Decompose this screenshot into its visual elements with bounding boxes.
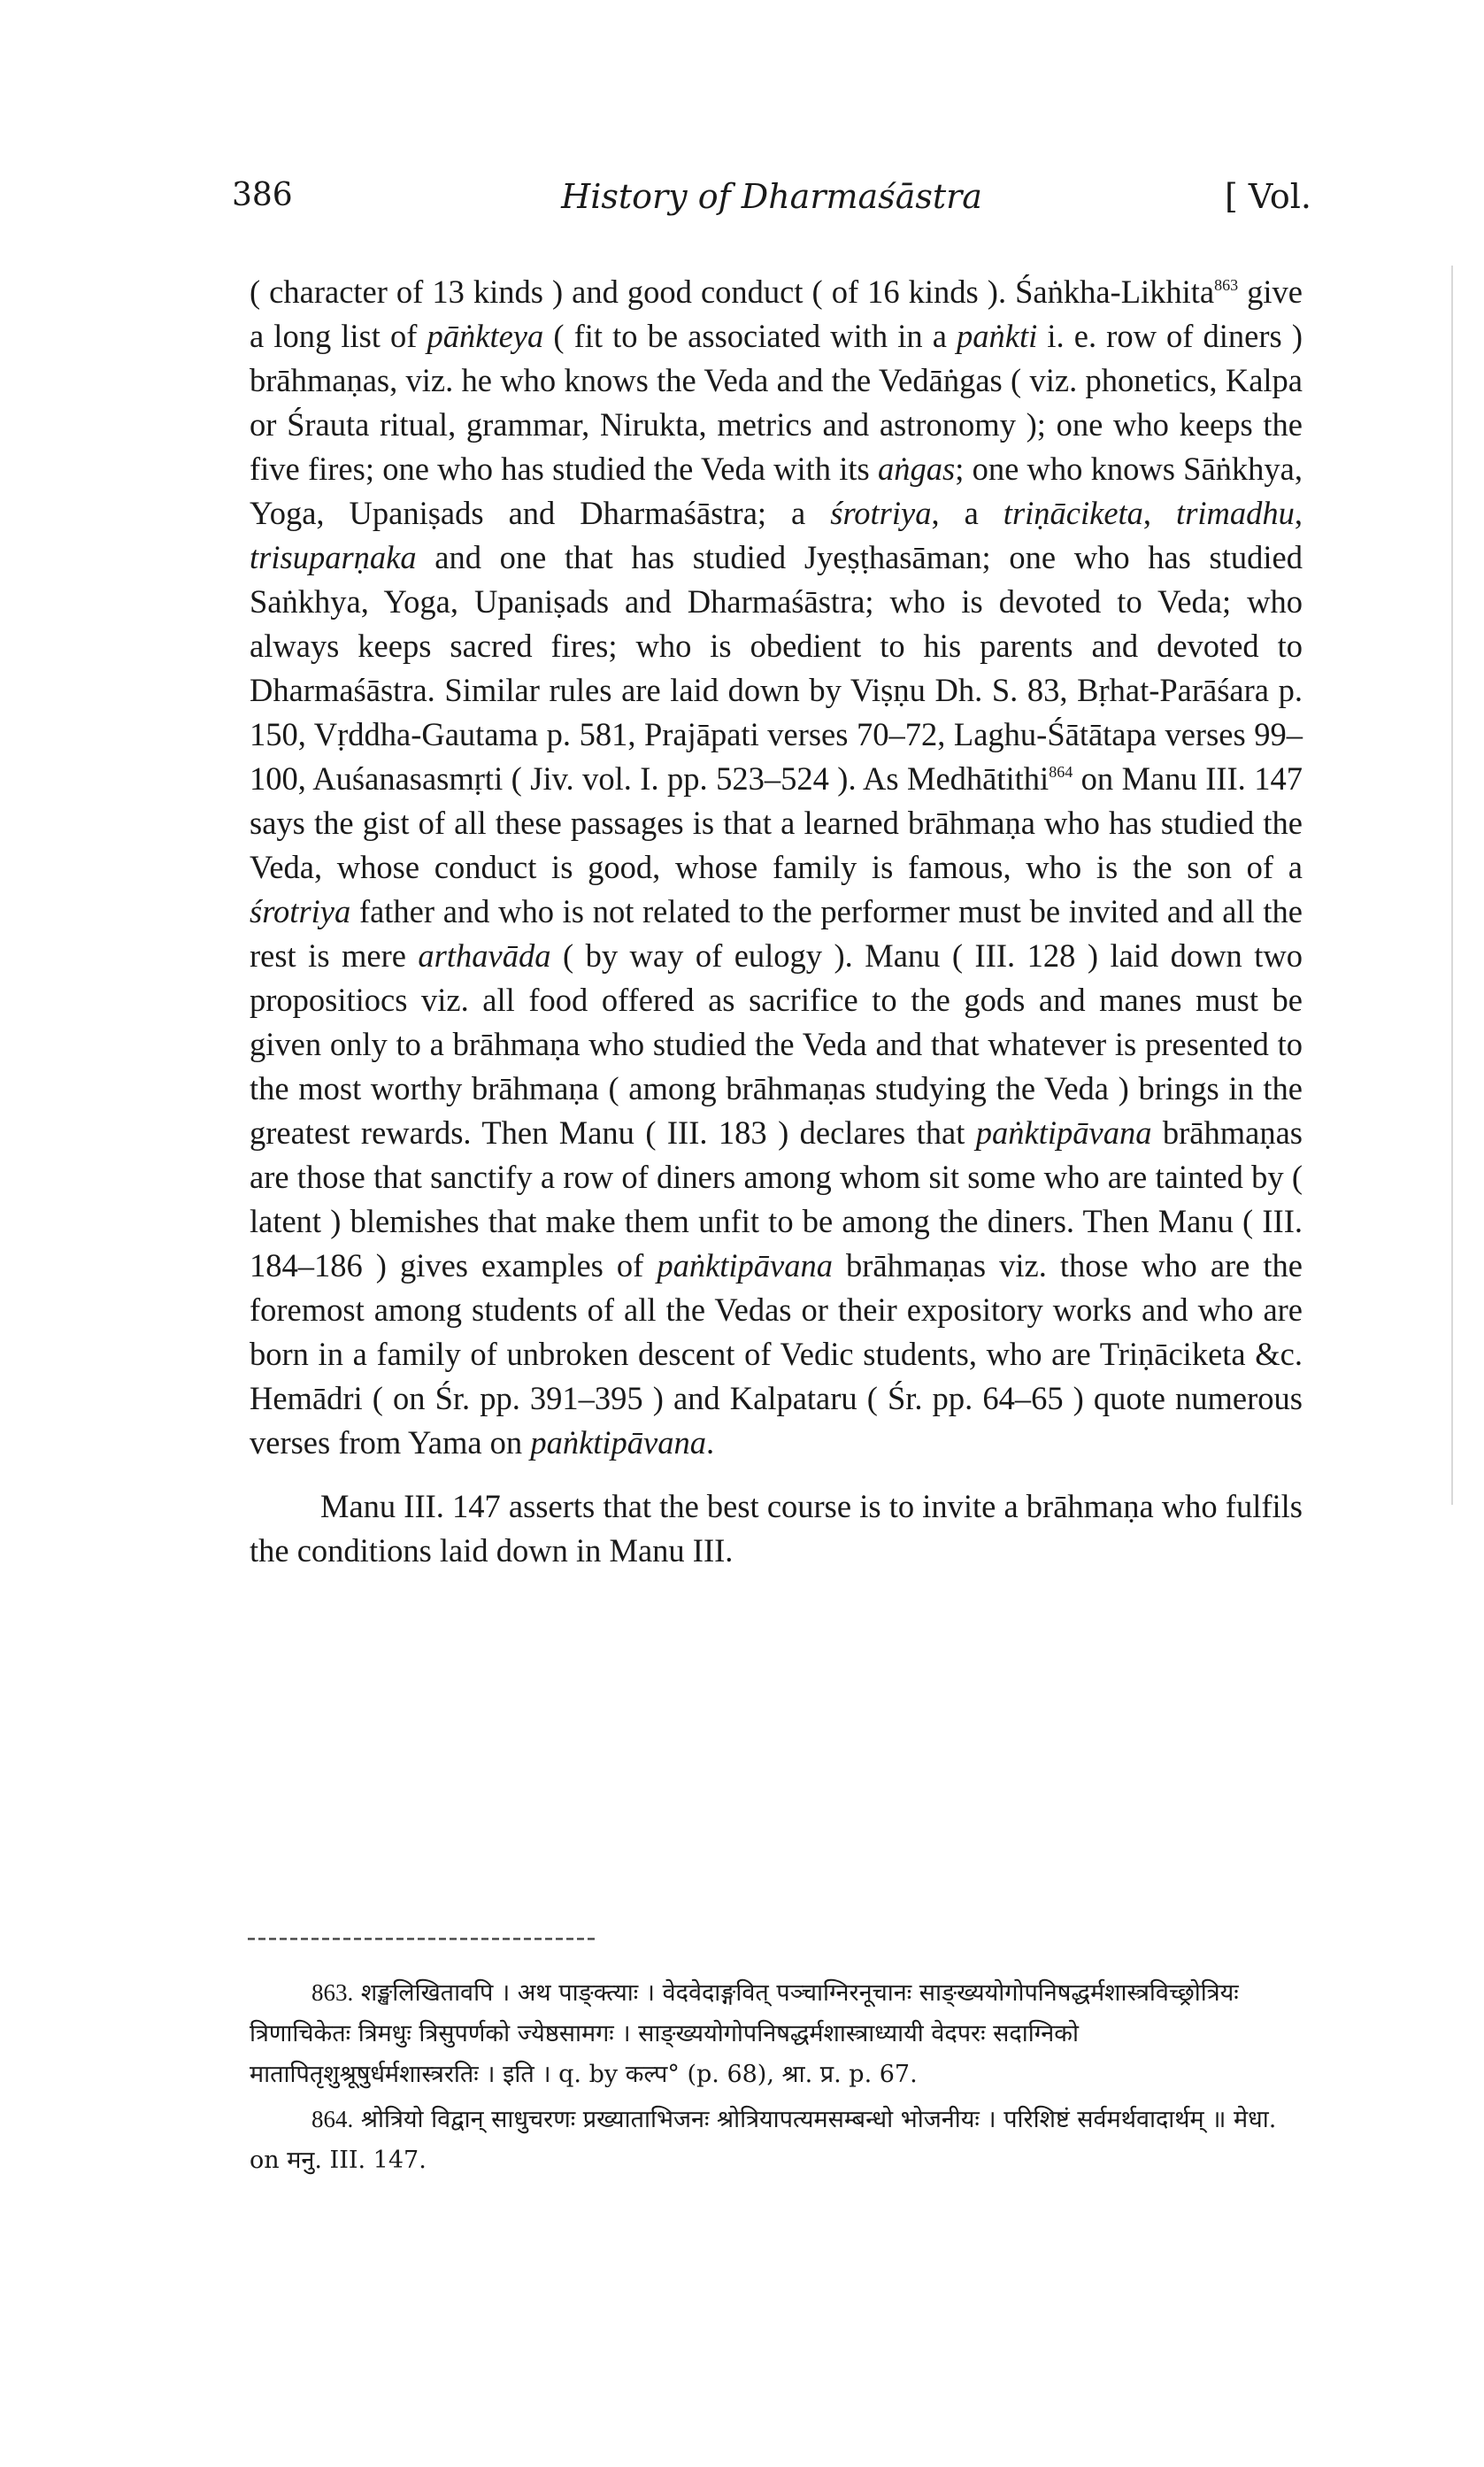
paragraph-2: Manu III. 147 asserts that the best course is to invite a brāhmaṇa who fulfils the conditions laid down in Manu III. — [250, 1488, 1303, 1569]
footnote-text: शङ्खलिखितावपि । अथ पाङ्क्त्याः । वेदवेदाङ्गवित् पञ्चाग्निरनूचानः साङ्ख्ययोगोपनिषद्धर्मशास्त्रविच्छ्रोत्रियः त्रिणाचिकेतः त्रिमधुः त्रिसुपर्णको ज्येष्ठसामगः । साङ्ख्ययोगोपनिषद्धर्मशास्त्राध्यायी वेदपरः सदाग्निको मातापितृशुश्रूषुर्धर्मशास्त्ररतिः । इति । q. by कल्प° (p. 68), श्रा. प्र. p. 67. — [250, 1979, 1239, 2088]
main-text — [250, 270, 1303, 1573]
footnote-864 — [250, 2099, 1303, 2181]
footnote-ref-863: 863 — [1214, 276, 1239, 294]
page-edge-shadow — [1451, 266, 1453, 1505]
footnote-number: 863. — [311, 1979, 354, 2006]
footnote-number: 864. — [311, 2106, 354, 2132]
running-header — [232, 177, 1311, 230]
footnotes — [250, 1972, 1303, 2185]
running-title: History of Dharmaśāstra — [561, 177, 982, 216]
volume-marker: [ Vol. — [1225, 177, 1311, 216]
footnote-separator — [248, 1935, 597, 1942]
footnote-text: श्रोत्रियो विद्वान् साधुचरणः प्रख्याताभिजनः श्रोत्रियापत्यमसम्बन्धो भोजनीयः । परिशिष्टं सर्वमर्थवादार्थम् ॥ मेधा. on मनु. III. 147. — [250, 2106, 1277, 2174]
paragraph-1: ( character of 13 kinds ) and good conduct ( of 16 kinds ). Śaṅkha-Likhita$^{863}$ give a long list of pāṅkteya ( fit to be associated with in a paṅkti i. e. row of diners ) brāhmaṇas, viz. he who knows the Veda and the Vedāṅgas ( viz. phonetics, Kalpa or Śrauta ritual, grammar, Nirukta, metrics and astronomy ); one who keeps the five fires; one who has studied the Veda with its aṅgas; one who knows Sāṅkhya, Yoga, Upaniṣads and Dharmaśāstra; a śrotriya, a triṇāciketa, trimadhu, trisuparṇaka and one that has studied Jyeṣṭhasāman; one who has studied Saṅkhya, Yoga, Upaniṣads and Dharmaśāstra; who is devoted to Veda; who always keeps sacred fires; who is obedient to his parents and devoted to Dharmaśāstra. Similar rules are laid down by Viṣṇu Dh. S. 83, Bṛhat-Parāśara p. 150, Vṛddha-Gautama p. 581, Prajāpati verses 70–72, Laghu-Śātātapa verses 99–100, Auśanasasmṛti ( Jiv. vol. I. pp. 523–524 ). As Medhātithi$^{864}$ on Manu III. 147 says the gist of all these passages is that a learned brāhmaṇa who has studied the Veda, whose conduct is good, whose family is famous, who is the son of a śrotriya father and who is not related to the performer must be invited and all the rest is mere arthavāda ( by way of eulogy ). Manu ( III. 128 ) laid down two propositiocs viz. all food offered as sacrifice to the gods and manes must be given only to a brāhmaṇa who studied the Veda and that whatever is presented to the most worthy brāhmaṇa ( among brāhmaṇas studying the Veda ) brings in the greatest rewards. Then Manu ( III. 183 ) declares that paṅktipāvana brāhmaṇas are those that sanctify a row of diners among whom sit some who are tainted by ( latent ) blemishes that make them unfit to be among the diners. Then Manu ( III. 184–186 ) gives examples of paṅktipāvana brāhmaṇas viz. those who are the foremost among students of all the Vedas or their expository works and who are born in a family of unbroken descent of Vedic students, who are Triṇāciketa &c. Hemādri ( on Śr. pp. 391–395 ) and Kalpataru ( Śr. pp. 64–65 ) quote numerous verses from Yama on paṅktipāvana. — [250, 274, 1303, 1461]
footnote-863 — [250, 1972, 1303, 2095]
footnote-ref-864: 864 — [1049, 763, 1073, 781]
page-number: 386 — [232, 177, 293, 213]
